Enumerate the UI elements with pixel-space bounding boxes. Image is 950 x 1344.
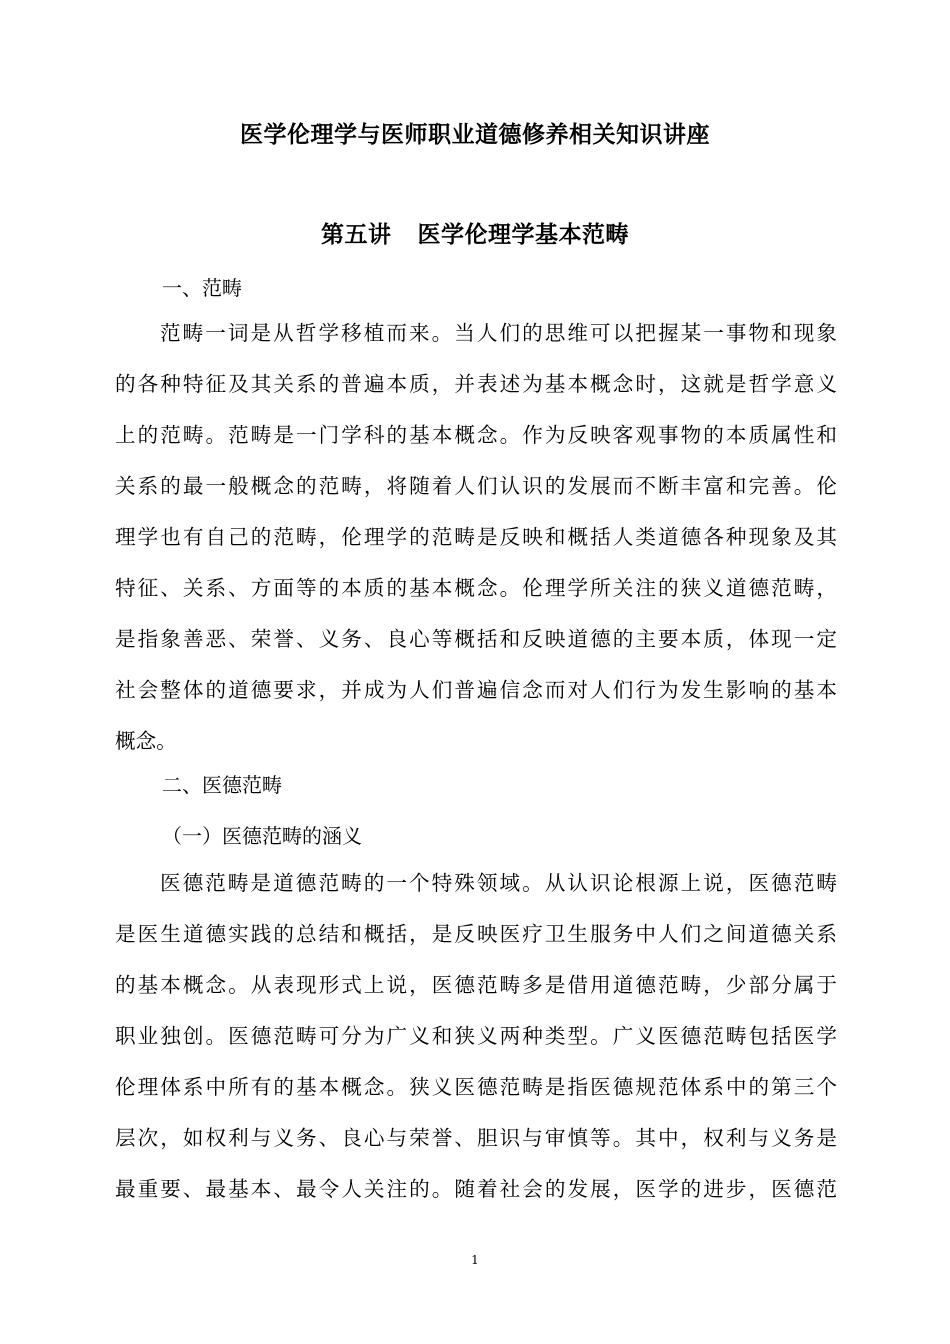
document-title: 医学伦理学与医师职业道德修养相关知识讲座 (240, 122, 710, 148)
paragraph-line: 概念。 (115, 729, 177, 753)
paragraph-line: 的基本概念。从表现形式上说，医德范畴多是借用道德范畴，少部分属于 (115, 973, 837, 997)
paragraph-line: 上的范畴。范畴是一门学科的基本概念。作为反映客观事物的本质属性和 (115, 423, 837, 447)
paragraph-line: 最重要、最基本、最令人关注的。随着社会的发展，医学的进步，医德范 (115, 1177, 837, 1201)
lecture-name: 医学伦理学基本范畴 (417, 222, 629, 248)
paragraph-line: 范畴一词是从哲学移植而来。当人们的思维可以把握某一事物和现象 (160, 321, 837, 345)
paragraph-line: 医德范畴是道德范畴的一个特殊领域。从认识论根源上说，医德范畴 (160, 871, 837, 895)
paragraph-line: 职业独创。医德范畴可分为广义和狭义两种类型。广义医德范畴包括医学 (115, 1024, 837, 1048)
paragraph-line: 层次，如权利与义务、良心与荣誉、胆识与审慎等。其中，权利与义务是 (115, 1126, 837, 1150)
section-heading-medical-ethics-categories: 二、医德范畴 (162, 773, 282, 797)
paragraph-line: 社会整体的道德要求，并成为人们普遍信念而对人们行为发生影响的基本 (115, 678, 837, 702)
page-number: 1 (471, 1253, 479, 1267)
paragraph-line: 是指象善恶、荣誉、义务、良心等概括和反映道德的主要本质，体现一定 (115, 627, 837, 651)
paragraph-line: 的各种特征及其关系的普遍本质，并表述为基本概念时，这就是哲学意义 (115, 372, 837, 396)
subsection-heading-meaning: （一）医德范畴的涵义 (162, 824, 362, 848)
section-heading-categories: 一、范畴 (162, 276, 242, 300)
paragraph-categories (115, 308, 837, 767)
paragraph-line: 理学也有自己的范畴，伦理学的范畴是反映和概括人类道德各种现象及其 (115, 525, 837, 549)
paragraph-line: 伦理体系中所有的基本概念。狭义医德范畴是指医德规范体系中的第三个 (115, 1075, 837, 1099)
paragraph-line: 是医生道德实践的总结和概括，是反映医疗卫生服务中人们之间道德关系 (115, 922, 837, 946)
lecture-number: 第五讲 (321, 222, 392, 248)
paragraph-line: 关系的最一般概念的范畴，将随着人们认识的发展而不断丰富和完善。伦 (115, 474, 837, 498)
paragraph-medical-ethics-meaning (115, 858, 837, 1215)
lecture-title (0, 216, 950, 249)
paragraph-line: 特征、关系、方面等的本质的基本概念。伦理学所关注的狭义道德范畴， (115, 576, 837, 600)
